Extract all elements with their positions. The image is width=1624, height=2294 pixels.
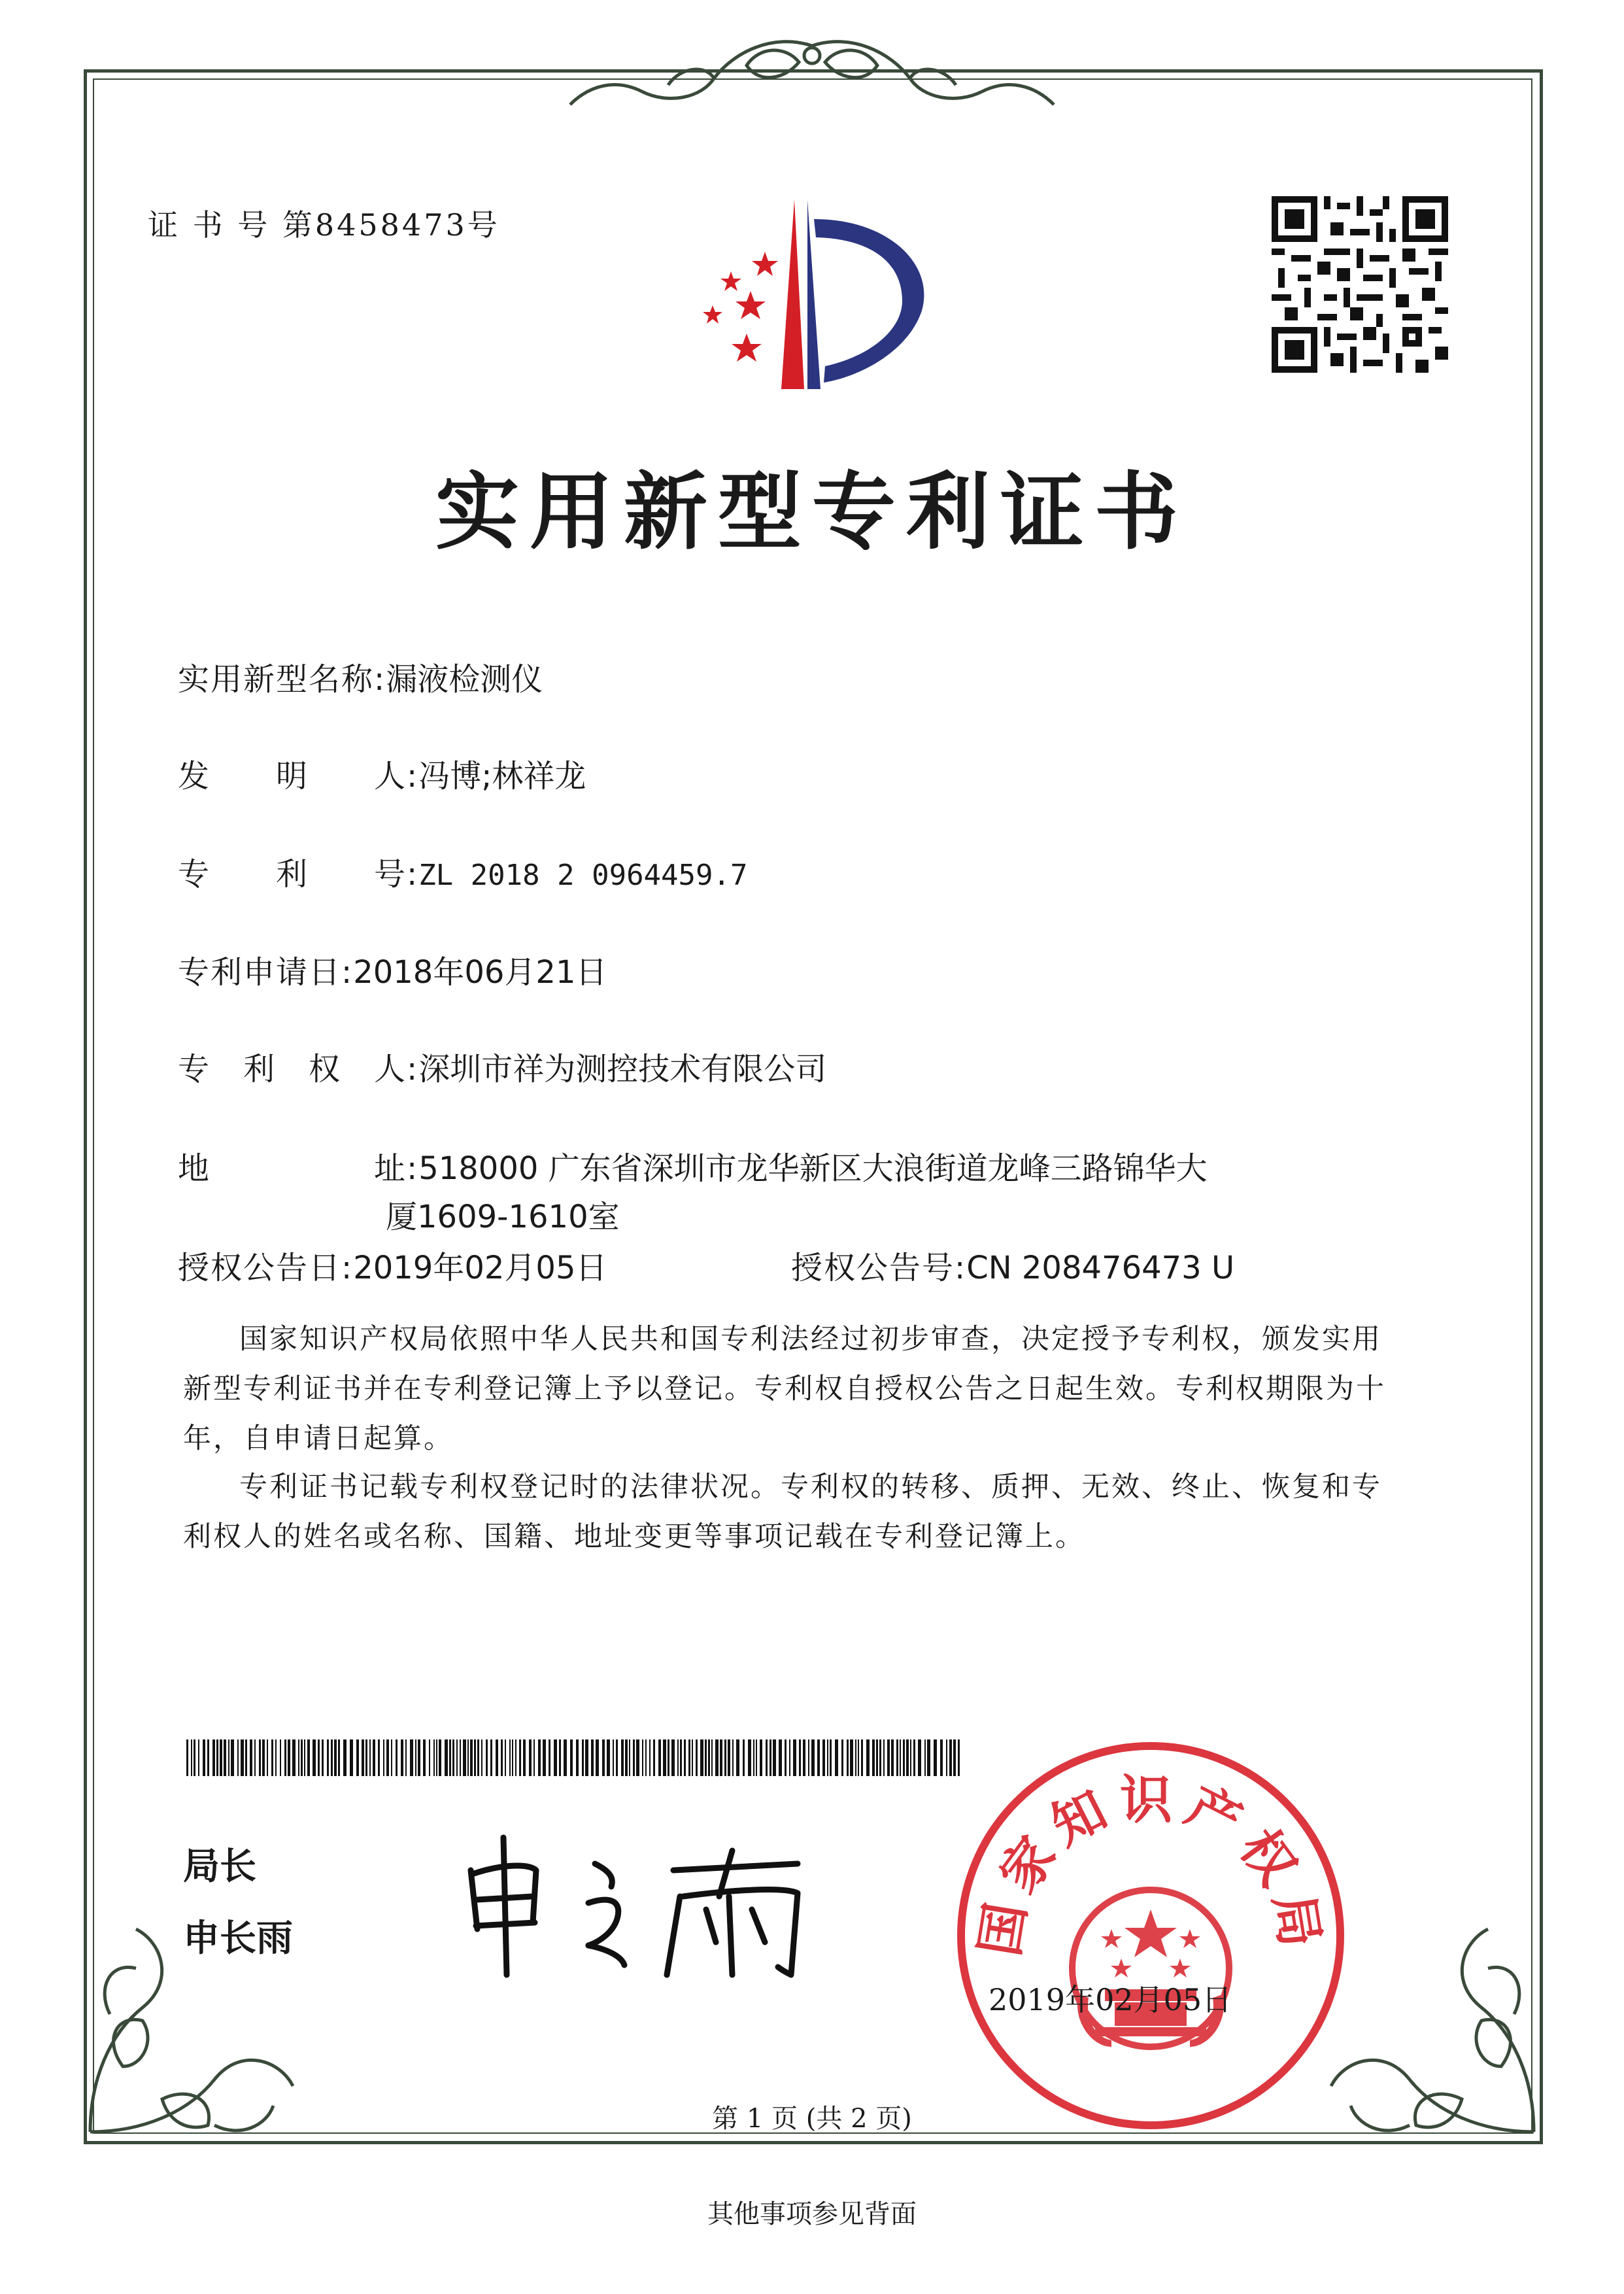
barcode-bar: [549, 1739, 550, 1776]
barcode-bar: [554, 1739, 557, 1776]
paragraph-line: 利权人的姓名或名称、国籍、地址变更等事项记载在专利登记簿上。: [183, 1520, 1085, 1553]
barcode-bar: [649, 1739, 651, 1776]
barcode-bar: [756, 1739, 757, 1776]
barcode-bar: [858, 1739, 859, 1776]
barcode-bar: [262, 1739, 265, 1776]
barcode-bar: [671, 1739, 675, 1776]
field-label: 授权公告号:: [791, 1250, 967, 1286]
svg-text:国家知识产权局: 国家知识产权局: [969, 1770, 1332, 1960]
barcode-bar: [668, 1739, 669, 1776]
barcode-bar: [267, 1739, 268, 1776]
barcode-bar: [607, 1739, 610, 1776]
barcode-bar: [564, 1739, 567, 1776]
barcode-bar: [191, 1739, 192, 1776]
barcode-bar: [692, 1739, 693, 1776]
barcode-bar: [433, 1739, 435, 1776]
barcode-bar: [512, 1739, 513, 1776]
patentee-value: 深圳市祥为测控技术有限公司: [418, 1051, 827, 1087]
paragraph-line: 专利证书记载专利权登记时的法律状况。专利权的转移、质押、无效、终止、恢复和专: [239, 1471, 1382, 1503]
barcode-bar: [855, 1739, 856, 1776]
barcode-bar: [811, 1739, 815, 1776]
official-seal-stamp: [948, 1733, 1353, 2138]
barcode-bar: [463, 1739, 466, 1776]
barcode-bar: [700, 1739, 703, 1776]
barcode-bar: [653, 1739, 655, 1776]
barcode-bar: [629, 1739, 630, 1776]
barcode-bar: [724, 1739, 726, 1776]
field-label: 发 明 人:: [178, 758, 419, 795]
director-title: 局长: [183, 1845, 256, 1888]
barcode-bar: [773, 1739, 776, 1776]
grant-number-row: [791, 1242, 1234, 1288]
barcode-bar: [705, 1739, 707, 1776]
barcode-bar: [883, 1739, 885, 1776]
barcode-bar: [585, 1739, 588, 1776]
barcode-bar: [245, 1739, 247, 1776]
grant-date-value: 2019年02月05日: [353, 1250, 607, 1286]
barcode-bar: [216, 1739, 218, 1776]
statement-paragraph-2: [183, 1462, 1425, 1562]
barcode-bar: [538, 1739, 541, 1776]
barcode-bar: [850, 1739, 853, 1776]
barcode-bar: [224, 1739, 226, 1776]
barcode-bar: [318, 1739, 320, 1776]
barcode-bar: [913, 1739, 915, 1776]
top-ornament-icon: [550, 26, 1074, 124]
barcode-bar: [633, 1739, 635, 1776]
barcode-bar: [866, 1739, 870, 1776]
barcode-bar: [207, 1739, 209, 1776]
barcode-bar: [785, 1739, 787, 1776]
barcode-bar: [271, 1739, 273, 1776]
barcode-bar: [896, 1739, 898, 1776]
barcode-bar: [378, 1739, 380, 1776]
barcode-bar: [423, 1739, 426, 1776]
barcode-bar: [596, 1739, 599, 1776]
barcode-bar: [203, 1739, 205, 1776]
barcode-bar: [228, 1739, 229, 1776]
barcode-bar: [748, 1739, 751, 1776]
barcode-bar: [401, 1739, 403, 1776]
inventor-row: [178, 751, 586, 796]
barcode-bar: [677, 1739, 679, 1776]
barcode-bar: [280, 1739, 281, 1776]
document-title: 实用新型专利证书: [435, 464, 1189, 561]
grant-number-value: CN 208476473 U: [966, 1250, 1235, 1286]
barcode-bar: [334, 1739, 337, 1776]
barcode-bar: [186, 1739, 188, 1776]
barcode-bar: [602, 1739, 605, 1776]
barcode-bar: [212, 1739, 215, 1776]
barcode-bar: [625, 1739, 628, 1776]
barcode-bar: [307, 1739, 310, 1776]
barcode-bar: [658, 1739, 661, 1776]
address-line-2: 厦1609-1610室: [386, 1199, 620, 1235]
utility-model-name-row: [178, 654, 543, 699]
barcode-bar: [301, 1739, 303, 1776]
barcode-bar: [753, 1739, 754, 1776]
barcode-bar: [331, 1739, 333, 1776]
barcode-bar: [803, 1739, 805, 1776]
barcode-bar: [470, 1739, 473, 1776]
barcode-bar: [515, 1739, 516, 1776]
barcode-bar: [220, 1739, 222, 1776]
barcode-bar: [529, 1739, 532, 1776]
barcode-bar: [415, 1739, 416, 1776]
barcode-bar: [728, 1739, 730, 1776]
barcode-bar: [696, 1739, 698, 1776]
barcode-bar: [872, 1739, 875, 1776]
barcode-bar: [481, 1739, 482, 1776]
barcode-bar: [304, 1739, 305, 1776]
barcode-bar: [613, 1739, 614, 1776]
barcode-bar: [591, 1739, 594, 1776]
barcode-bar: [259, 1739, 261, 1776]
qr-code[interactable]: [1272, 196, 1448, 373]
inventor-value: 冯博;林祥龙: [418, 758, 586, 795]
field-label: 专 利 权 人:: [178, 1051, 419, 1087]
barcode-bar: [918, 1739, 921, 1776]
field-label: 实用新型名称:: [178, 661, 386, 698]
barcode-bar: [861, 1739, 863, 1776]
barcode-bar: [418, 1739, 420, 1776]
patent-number-value: ZL 2018 2 0964459.7: [418, 859, 748, 892]
barcode-bar: [663, 1739, 666, 1776]
barcode-bar: [452, 1739, 454, 1776]
barcode-bar: [684, 1739, 686, 1776]
barcode-bar: [876, 1739, 878, 1776]
barcode-bar: [410, 1739, 413, 1776]
barcode-bar: [356, 1739, 359, 1776]
barcode-bar: [808, 1739, 809, 1776]
barcode-bar: [711, 1739, 713, 1776]
grant-date-row: [178, 1242, 607, 1288]
barcode-bar: [486, 1739, 488, 1776]
barcode-bar: [827, 1739, 828, 1776]
barcode-bar: [250, 1739, 252, 1776]
barcode-bar: [523, 1739, 526, 1776]
barcode-bar: [708, 1739, 710, 1776]
seal-date: 2019年02月05日: [989, 1982, 1232, 2017]
barcode-bar: [720, 1739, 722, 1776]
barcode-bar: [391, 1739, 392, 1776]
barcode-bar: [770, 1739, 771, 1776]
barcode-bar: [847, 1739, 849, 1776]
barcode-bar: [373, 1739, 375, 1776]
barcode-bar: [688, 1739, 690, 1776]
handwritten-signature: [458, 1824, 824, 1981]
barcode-bar: [766, 1739, 768, 1776]
barcode-bar: [793, 1739, 796, 1776]
barcode-bar: [533, 1739, 535, 1776]
barcode-bar: [338, 1739, 340, 1776]
barcode-bar: [383, 1739, 384, 1776]
barcode-bar: [254, 1739, 256, 1776]
barcode-bar: [198, 1739, 199, 1776]
patentee-row: [178, 1044, 826, 1089]
barcode-bar: [445, 1739, 448, 1776]
barcode-bar: [645, 1739, 647, 1776]
barcode-bar: [779, 1739, 782, 1776]
barcode-bar: [559, 1739, 561, 1776]
barcode-bar: [946, 1739, 947, 1776]
back-page-note: 其他事项参见背面: [707, 2199, 917, 2229]
barcode-bar: [891, 1739, 894, 1776]
barcode-bar: [543, 1739, 546, 1776]
barcode-bar: [362, 1739, 364, 1776]
director-name: 申长雨: [183, 1917, 293, 1960]
barcode-bar: [405, 1739, 407, 1776]
barcode-bar: [822, 1739, 825, 1776]
barcode-bar: [365, 1739, 367, 1776]
statement-paragraph-1: [183, 1314, 1425, 1464]
paragraph-line: 新型专利证书并在专利登记簿上予以登记。专利权自授权公告之日起生效。专利权期限为十: [183, 1373, 1386, 1405]
barcode-bar: [616, 1739, 618, 1776]
barcode-bar: [369, 1739, 371, 1776]
barcode-bar: [231, 1739, 234, 1776]
barcode-bar: [879, 1739, 881, 1776]
barcode-bar: [449, 1739, 451, 1776]
barcode-bar: [327, 1739, 329, 1776]
barcode-bar: [509, 1739, 511, 1776]
barcode-bar: [350, 1739, 353, 1776]
barcode-bar: [887, 1739, 890, 1776]
barcode-bar: [743, 1739, 745, 1776]
barcode-bar: [835, 1739, 838, 1776]
barcode-bar: [900, 1739, 901, 1776]
field-label: 授权公告日:: [178, 1250, 354, 1286]
barcode-bar: [298, 1739, 299, 1776]
barcode-bar: [927, 1739, 930, 1776]
barcode-bar: [621, 1739, 624, 1776]
barcode-bar: [467, 1739, 469, 1776]
barcode-bar: [924, 1739, 926, 1776]
utility-model-name: 漏液检测仪: [386, 661, 543, 698]
barcode-bar: [322, 1739, 324, 1776]
barcode-bar: [460, 1739, 461, 1776]
field-label: 地 址:: [178, 1150, 419, 1187]
barcode-bar: [313, 1739, 316, 1776]
barcode-bar: [576, 1739, 579, 1776]
patent-number-row: [178, 849, 748, 894]
barcode-bar: [490, 1739, 492, 1776]
barcode-bar: [910, 1739, 911, 1776]
address-row: [178, 1143, 1208, 1188]
barcode-bar: [237, 1739, 239, 1776]
barcode-bar: [436, 1739, 437, 1776]
field-label: 专利申请日:: [178, 954, 354, 991]
barcode-bar: [456, 1739, 458, 1776]
barcode-bar: [496, 1739, 498, 1776]
paragraph-line: 年，自申请日起算。: [183, 1422, 454, 1455]
barcode-bar: [292, 1739, 296, 1776]
patent-office-logo: [673, 193, 955, 396]
barcode-bar: [760, 1739, 762, 1776]
barcode-bar: [343, 1739, 347, 1776]
barcode-bar: [439, 1739, 441, 1776]
barcode-bar: [636, 1739, 639, 1776]
barcode-bar: [940, 1739, 943, 1776]
barcode-bar: [817, 1739, 820, 1776]
barcode-bar: [680, 1739, 682, 1776]
barcode-bar: [841, 1739, 843, 1776]
barcode-bar: [288, 1739, 290, 1776]
application-date-value: 2018年06月21日: [353, 954, 607, 991]
barcode-bar: [903, 1739, 905, 1776]
page-number: 第 1 页 (共 2 页): [712, 2104, 912, 2134]
barcode-bar: [275, 1739, 277, 1776]
barcode-bar: [789, 1739, 790, 1776]
certificate-number: 证 书 号 第8458473号: [148, 207, 500, 243]
barcode-bar: [477, 1739, 479, 1776]
barcode-bar: [519, 1739, 521, 1776]
barcode-bar: [906, 1739, 909, 1776]
barcode-bar: [194, 1739, 195, 1776]
barcode-bar: [830, 1739, 832, 1776]
barcode-bar: [386, 1739, 389, 1776]
barcode-bar: [474, 1739, 476, 1776]
barcode: [186, 1739, 964, 1776]
barcode-bar: [736, 1739, 739, 1776]
barcode-bar: [429, 1739, 430, 1776]
barcode-bar: [799, 1739, 801, 1776]
barcode-bar: [501, 1739, 503, 1776]
barcode-bar: [732, 1739, 734, 1776]
barcode-bar: [241, 1739, 244, 1776]
barcode-bar: [284, 1739, 286, 1776]
barcode-bar: [396, 1739, 398, 1776]
barcode-bar: [505, 1739, 506, 1776]
barcode-bar: [715, 1739, 719, 1776]
address-line-1: 518000 广东省深圳市龙华新区大浪街道龙峰三路锦华大: [418, 1150, 1208, 1187]
barcode-bar: [582, 1739, 584, 1776]
barcode-bar: [934, 1739, 937, 1776]
barcode-bar: [570, 1739, 573, 1776]
paragraph-line: 国家知识产权局依照中华人民共和国专利法经过初步审查，决定授予专利权，颁发实用: [239, 1323, 1382, 1356]
application-date-row: [178, 947, 607, 992]
field-label: 专 利 号:: [178, 856, 419, 893]
barcode-bar: [642, 1739, 643, 1776]
